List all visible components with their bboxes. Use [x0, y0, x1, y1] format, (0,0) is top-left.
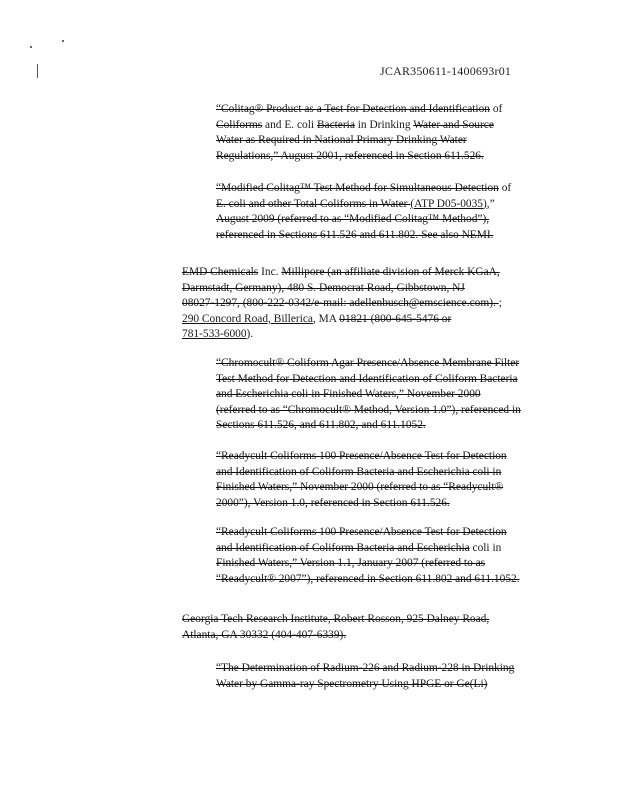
scan-dot [30, 46, 32, 48]
text-line [216, 449, 507, 465]
plain-text: ; [498, 297, 502, 310]
text-line [216, 356, 521, 372]
paragraph-georgia-tech [182, 612, 489, 643]
text-line [182, 265, 502, 281]
struck-text: “Readycult Coliforms 100 Presence/Absence Test for Detection [216, 450, 507, 462]
text-line [182, 612, 489, 628]
text-line [182, 628, 489, 644]
struck-text: Bacteria [316, 118, 355, 131]
text-line [216, 102, 502, 118]
plain-text: ” [489, 197, 495, 210]
text-line [216, 372, 521, 388]
struck-text: a Test for Detection and Identification [316, 103, 490, 115]
struck-text: “Readycult® 2007”), referenced in Section 611.802 and 611.1052. [216, 572, 520, 585]
struck-text: and Escherichia coli in Finished Waters,” November 2000 [216, 388, 481, 401]
text-line [182, 296, 502, 312]
struck-text: Water as Required in National Primary Drinking Water [216, 134, 467, 147]
struck-text: Millipore (an affiliate division of Merck KGaA, [281, 266, 500, 278]
text-line [216, 133, 502, 149]
paragraph-readycult-2000 [216, 449, 507, 511]
struck-text: E. coli and other Total Coliforms in Water [216, 197, 411, 210]
paragraph-radium-determination [216, 661, 514, 692]
struck-text: Finished Waters,” November 2000 (referred to as “Readycult® [216, 481, 504, 494]
text-line [216, 228, 511, 244]
text-line [216, 496, 507, 512]
plain-text: and E. coli [262, 118, 317, 131]
text-line [216, 149, 502, 165]
inserted-text: 781-533-6000 [182, 328, 247, 341]
inserted-text: 290 Concord Road, Billerica [182, 312, 313, 325]
plain-text: coli in [469, 541, 502, 554]
struck-text: Simultaneous Detection [389, 182, 499, 194]
struck-text: Water by Gamma-ray Spectrometry Using HPGE or Ge(Li) [216, 677, 488, 690]
plain-text: of [498, 182, 512, 194]
text-line [216, 197, 511, 213]
paragraph-emd-chemicals [182, 265, 502, 343]
text-line [216, 465, 507, 481]
struck-text: Atlanta, GA 30332 (404-407-6339). [182, 628, 347, 641]
text-line [216, 572, 520, 588]
struck-text: “Readycult Coliforms 100 Presence/Absence Test for Detection [216, 526, 507, 538]
paragraph-colitag-product [216, 102, 502, 164]
text-line [216, 403, 521, 419]
text-line [182, 281, 502, 297]
struck-text: August 2009 (referred to as “Modified Colitag™ Method”), [216, 213, 490, 226]
paragraph-readycult-2007 [216, 525, 520, 587]
text-line [182, 327, 502, 343]
struck-text: and Identification of Coliform Bacteria and Escherichia coli in [216, 465, 502, 478]
struck-text: Sections 611.526, and 611.802, and 611.1052. [216, 419, 426, 432]
text-line [216, 118, 502, 134]
text-line [216, 212, 511, 228]
struck-text: 08027-1297, (800-222-0342/e-mail: adellenbusch@emscience.com). [182, 297, 499, 310]
text-line [216, 556, 520, 572]
text-line [216, 181, 511, 197]
struck-text: 01821 (800-645-5476 or [339, 312, 452, 325]
struck-text: referenced in Sections 611.526 and 611.802. See also NEMI. [216, 228, 494, 241]
document-id-header: JCAR350611-1400693r01 [380, 64, 512, 78]
plain-text: Inc. [258, 266, 282, 278]
struck-text: Regulations,” August 2001, referenced in Section 611.526. [216, 149, 484, 162]
text-line [216, 661, 514, 677]
text-line [216, 480, 507, 496]
struck-text: Georgia Tech Research Institute, Robert Rosson, 925 Dalney Road, [182, 613, 490, 625]
struck-text: Test Method for Detection and Identification of Coliform Bacteria [216, 372, 518, 385]
struck-text: Finished Waters,” Version 1.1, January 2007 (referred to as [216, 557, 486, 570]
text-line [216, 541, 520, 557]
struck-text: “Colitag® Product as [216, 103, 317, 115]
struck-text: and Identification of Coliform Bacteria and Escherichia [216, 541, 470, 554]
struck-text: “The Determination of Radium-226 and Radium-228 in Drinking [216, 662, 515, 674]
plain-text: ). [246, 328, 254, 341]
paragraph-modified-colitag [216, 181, 511, 243]
text-line [216, 387, 521, 403]
struck-text: Darmstadt, Germany), 480 S. Democrat Road, Gibbstown, NJ [182, 281, 465, 294]
text-line [216, 418, 521, 434]
inserted-text: (ATP D05-0035), [410, 197, 490, 210]
plain-text: in Drinking [354, 118, 414, 131]
scan-dot [62, 40, 64, 42]
struck-text: Coliforms [216, 118, 263, 131]
text-line [216, 525, 520, 541]
struck-text: EMD Chemicals [182, 266, 259, 278]
struck-text: Water and Source [413, 118, 494, 131]
margin-mark [37, 64, 38, 78]
text-line [216, 677, 514, 693]
struck-text: 2000”), Version 1.0, referenced in Section 611.526. [216, 496, 450, 509]
paragraph-chromocult [216, 356, 521, 434]
plain-text: of [490, 103, 503, 115]
struck-text: “Chromocult® Coliform Agar Presence/Absence Membrane Filter [216, 357, 520, 369]
plain-text: , MA [312, 312, 340, 325]
struck-text: (referred to as “Chromocult® Method, Version 1.0”), referenced in [216, 403, 521, 416]
text-line [182, 312, 502, 328]
struck-text: “Modified Colitag™ Test Method for [216, 182, 390, 194]
